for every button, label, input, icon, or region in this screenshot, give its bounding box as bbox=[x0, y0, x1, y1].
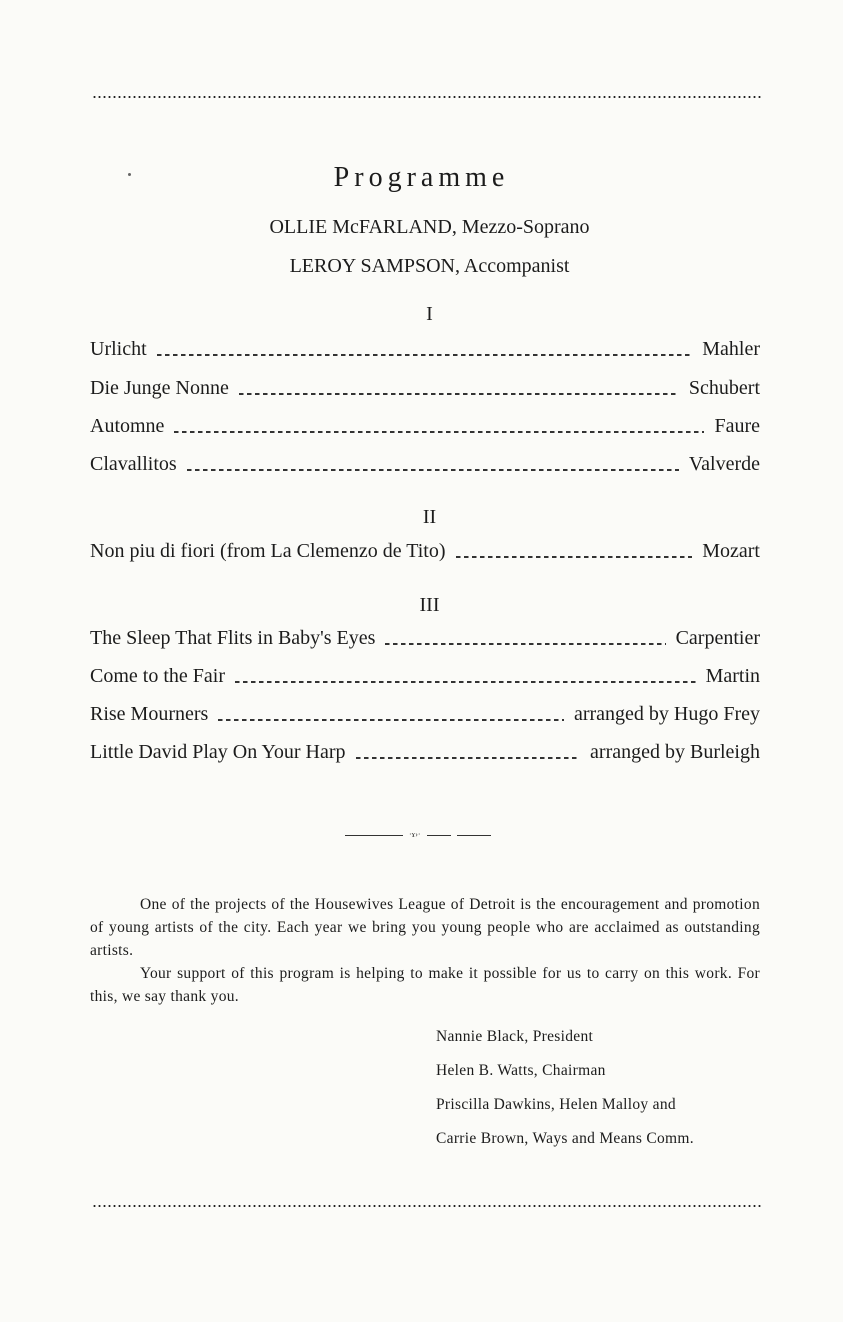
programme-item bbox=[90, 377, 760, 403]
composer: Faure bbox=[714, 415, 760, 437]
top-ornamental-border bbox=[92, 94, 762, 100]
programme-item bbox=[90, 665, 760, 691]
section-heading-1: I bbox=[426, 303, 433, 325]
piece-title: Rise Mourners bbox=[90, 703, 209, 725]
piece-title: Die Junge Nonne bbox=[90, 377, 229, 399]
divider-line bbox=[345, 835, 403, 836]
programme-item bbox=[90, 703, 760, 729]
dotted-leader bbox=[385, 643, 665, 645]
dotted-leader bbox=[356, 757, 581, 759]
performer-line: OLLIE McFARLAND, Mezzo-Soprano bbox=[269, 216, 590, 238]
piece-title: Non piu di fiori (from La Clemenzo de Tito) bbox=[90, 540, 446, 562]
divider-line bbox=[427, 835, 451, 836]
divider-line bbox=[457, 835, 491, 836]
message-paragraph: Your support of this program is helping to make it possible for us to carry on this work. For this, we say thank you. bbox=[90, 965, 760, 1005]
section-heading-2: II bbox=[422, 506, 437, 528]
programme-item bbox=[90, 741, 760, 767]
composer: arranged by Hugo Frey bbox=[573, 703, 760, 725]
composer: Valverde bbox=[688, 453, 760, 475]
composer: Mahler bbox=[702, 338, 760, 360]
piece-title: Come to the Fair bbox=[90, 665, 225, 687]
message-paragraph: One of the projects of the Housewives League of Detroit is the encouragement and promotion of young artists of the city. Each year we bring you young people who are acclaimed as outstanding artists. bbox=[90, 896, 760, 959]
dotted-leader bbox=[157, 354, 693, 356]
composer: Mozart bbox=[702, 540, 760, 562]
programme-item bbox=[90, 415, 760, 441]
signature-line: Helen B. Watts, Chairman bbox=[436, 1062, 606, 1079]
dotted-leader bbox=[174, 431, 704, 433]
piece-title: Automne bbox=[90, 415, 165, 437]
section-heading-3: III bbox=[419, 594, 440, 616]
dotted-leader bbox=[235, 681, 696, 683]
composer: Martin bbox=[705, 665, 760, 687]
programme-item bbox=[90, 627, 760, 653]
signature-line: Priscilla Dawkins, Helen Malloy and bbox=[436, 1096, 676, 1113]
bottom-ornamental-border bbox=[92, 1203, 762, 1209]
dotted-leader bbox=[239, 393, 679, 395]
piece-title: The Sleep That Flits in Baby's Eyes bbox=[90, 627, 376, 649]
dotted-leader bbox=[218, 719, 564, 721]
composer: arranged by Burleigh bbox=[590, 741, 760, 763]
composer: Carpentier bbox=[675, 627, 760, 649]
signature-line: Carrie Brown, Ways and Means Comm. bbox=[436, 1130, 694, 1147]
accompanist-line: LEROY SAMPSON, Accompanist bbox=[289, 255, 570, 277]
programme-item bbox=[90, 540, 760, 566]
programme-item bbox=[90, 338, 760, 364]
programme-item bbox=[90, 453, 760, 479]
piece-title: Clavallitos bbox=[90, 453, 177, 475]
piece-title: Urlicht bbox=[90, 338, 147, 360]
composer: Schubert bbox=[688, 377, 760, 399]
programme-title: Programme bbox=[333, 162, 510, 193]
dotted-leader bbox=[187, 469, 679, 471]
divider-flourish: ·ɤ›· bbox=[409, 830, 421, 839]
dotted-leader bbox=[456, 556, 693, 558]
signature-line: Nannie Black, President bbox=[436, 1028, 594, 1045]
piece-title: Little David Play On Your Harp bbox=[90, 741, 346, 763]
section-divider bbox=[345, 830, 500, 839]
